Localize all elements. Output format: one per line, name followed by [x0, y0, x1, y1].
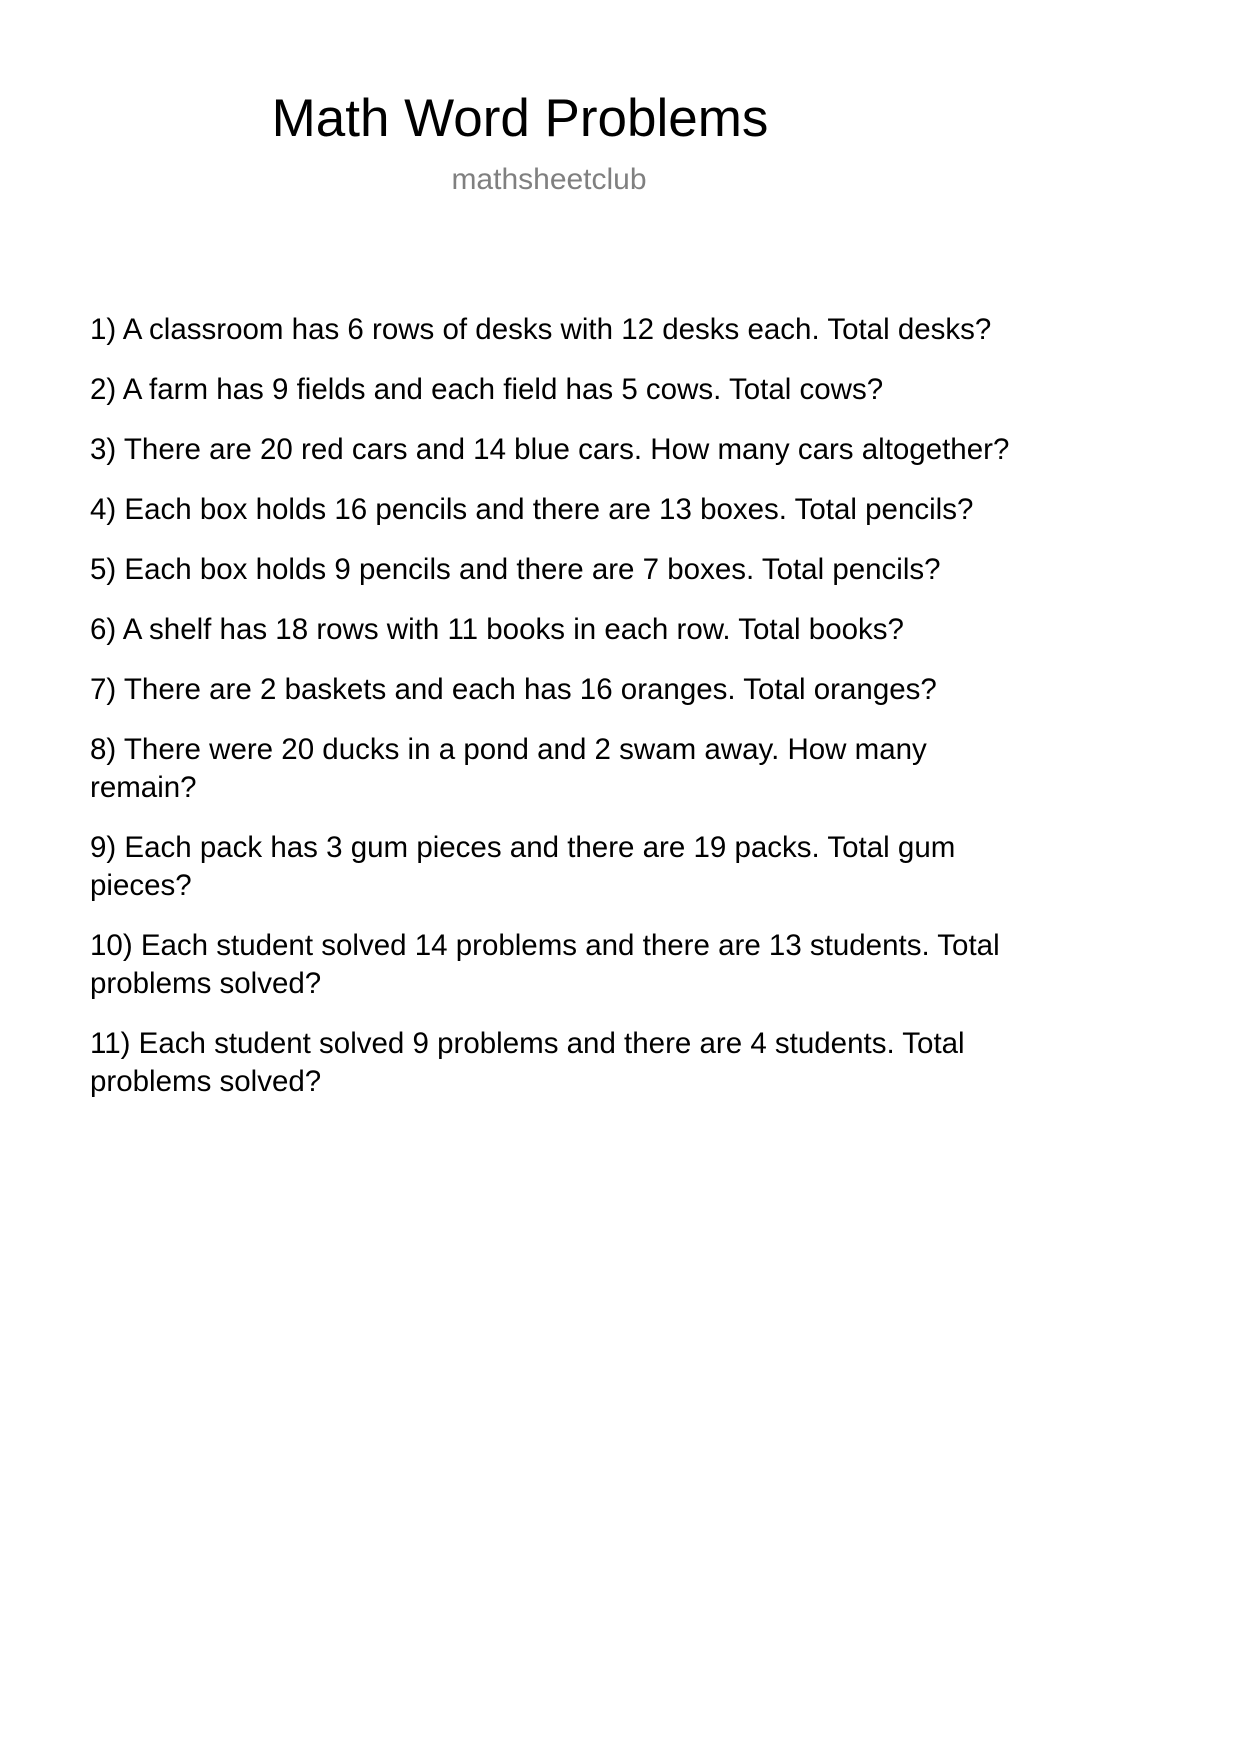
problem-item: 1) A classroom has 6 rows of desks with 12 desks each. Total desks?: [90, 313, 992, 346]
problem-item: 7) There are 2 baskets and each has 16 oranges. Total oranges?: [90, 673, 937, 706]
problem-item: 6) A shelf has 18 rows with 11 books in each row. Total books?: [90, 613, 904, 646]
page-subtitle: mathsheetclub: [451, 163, 647, 196]
problem-item: 4) Each box holds 16 pencils and there are 13 boxes. Total pencils?: [90, 493, 974, 526]
problem-item: 5) Each box holds 9 pencils and there are 7 boxes. Total pencils?: [90, 553, 941, 586]
page-title: Math Word Problems: [271, 89, 769, 148]
problem-item: 2) A farm has 9 fields and each field has 5 cows. Total cows?: [90, 373, 884, 406]
problem-item: 11) Each student solved 9 problems and there are 4 students. Total problems solved?: [90, 1027, 965, 1098]
problem-list: [90, 311, 1040, 1123]
problem-item: 3) There are 20 red cars and 14 blue cars. How many cars altogether?: [90, 433, 1010, 466]
problem-item: 9) Each pack has 3 gum pieces and there are 19 packs. Total gum pieces?: [90, 831, 956, 902]
problem-item: 10) Each student solved 14 problems and there are 13 students. Total problems solved?: [90, 929, 1000, 1000]
problem-item: 8) There were 20 ducks in a pond and 2 swam away. How many remain?: [90, 733, 927, 804]
